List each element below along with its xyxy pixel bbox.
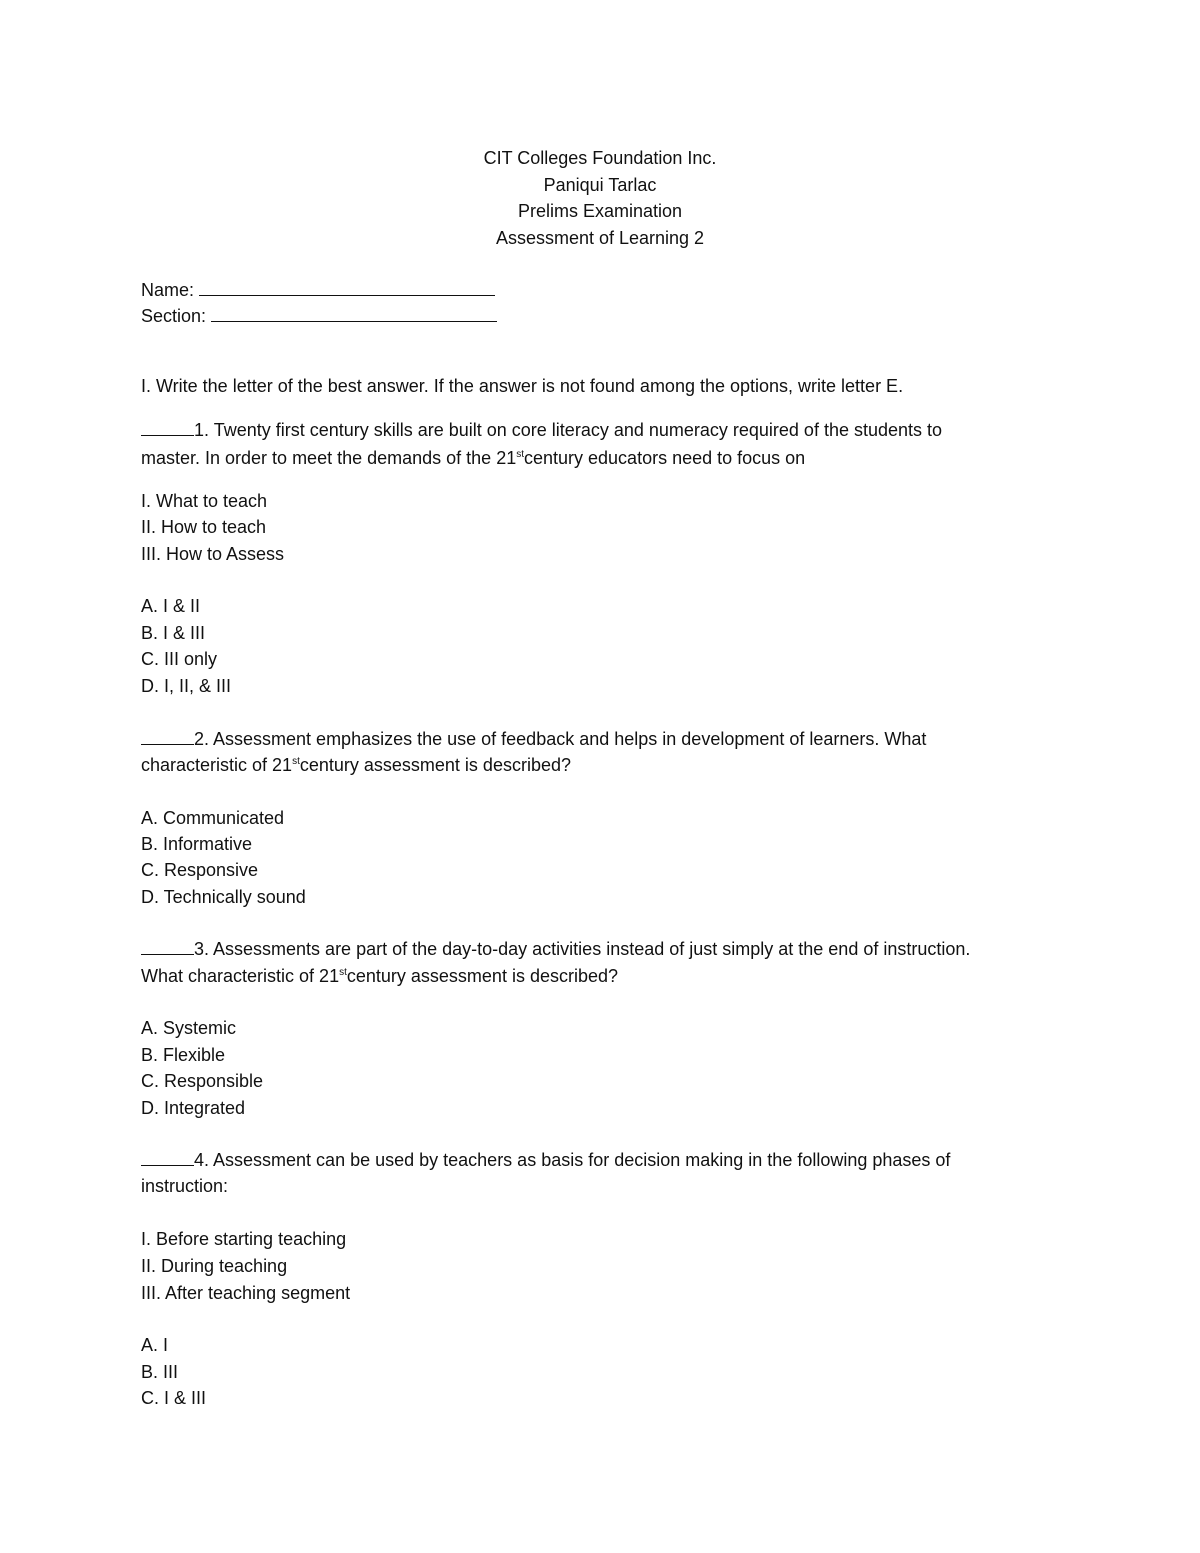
q2-option-d: D. Technically sound [141, 887, 306, 907]
question-1-line-2 [141, 445, 805, 471]
question-2-text: 2. Assessment emphasizes the use of feedback and helps in development of learners. What [194, 729, 927, 749]
name-blank[interactable] [199, 279, 495, 296]
q4-item-2: II. During teaching [141, 1256, 288, 1276]
question-2-line-1 [141, 726, 926, 752]
q2-option-b: B. Informative [141, 834, 253, 854]
name-field[interactable] [141, 277, 495, 303]
answer-blank-1[interactable] [141, 419, 194, 436]
q1-item-1: I. What to teach [141, 491, 268, 511]
question-3-text-cont: What characteristic of 21 [141, 966, 340, 986]
section-label: Section: [141, 306, 207, 326]
q3-option-c: C. Responsible [141, 1071, 264, 1091]
answer-blank-4[interactable] [141, 1149, 194, 1166]
section-field[interactable] [141, 303, 497, 329]
q3-option-d: D. Integrated [141, 1098, 246, 1118]
answer-blank-3[interactable] [141, 938, 194, 955]
q4-option-a: A. I [141, 1335, 169, 1355]
question-4-text: 4. Assessment can be used by teachers as basis for decision making in the following phases of [194, 1150, 951, 1170]
superscript: st [516, 449, 524, 460]
q4-option-b: B. III [141, 1362, 179, 1382]
exam-type: Prelims Examination [517, 201, 683, 221]
q1-option-c: C. III only [141, 649, 218, 669]
q2-option-a: A. Communicated [141, 808, 285, 828]
q1-option-b: B. I & III [141, 623, 206, 643]
superscript: st [339, 967, 347, 978]
q4-option-c: C. I & III [141, 1388, 207, 1408]
subject-title: Assessment of Learning 2 [495, 227, 705, 248]
question-2-text-cont: characteristic of 21 [141, 755, 293, 775]
q1-option-d: D. I, II, & III [141, 676, 232, 696]
superscript: st [292, 756, 300, 767]
school-location: Paniqui Tarlac [543, 174, 657, 195]
question-3-text-end: century assessment is described? [346, 966, 618, 986]
question-1-text-end: century educators need to focus on [524, 448, 806, 468]
question-2-text-end: century assessment is described? [299, 755, 571, 775]
q4-item-1: I. Before starting teaching [141, 1229, 347, 1249]
question-3-line-1 [141, 936, 970, 962]
q3-option-b: B. Flexible [141, 1045, 226, 1065]
question-1-text: 1. Twenty first century skills are built on core literacy and numeracy required of the students to [194, 420, 943, 440]
q2-option-c: C. Responsive [141, 860, 259, 880]
q1-item-2: II. How to teach [141, 517, 267, 537]
q3-option-a: A. Systemic [141, 1018, 237, 1038]
answer-blank-2[interactable] [141, 728, 194, 745]
question-2-line-2 [141, 752, 571, 778]
exam-header [0, 145, 1200, 251]
question-4-line-2: instruction: [141, 1176, 229, 1196]
q1-option-a: A. I & II [141, 596, 201, 616]
q1-item-3: III. How to Assess [141, 544, 285, 564]
school-name: CIT Colleges Foundation Inc. [483, 148, 717, 168]
instructions: I. Write the letter of the best answer. If the answer is not found among the options, write letter E. [141, 376, 904, 396]
section-blank[interactable] [211, 305, 497, 322]
q4-item-3: III. After teaching segment [141, 1283, 351, 1303]
question-1-line-1 [141, 417, 942, 443]
question-4-line-1 [141, 1147, 950, 1173]
question-3-line-2 [141, 963, 618, 989]
question-1-text-cont: master. In order to meet the demands of the 21 [141, 448, 517, 468]
question-3-text: 3. Assessments are part of the day-to-day activities instead of just simply at the end of instruction. [194, 939, 971, 959]
name-label: Name: [141, 280, 195, 300]
